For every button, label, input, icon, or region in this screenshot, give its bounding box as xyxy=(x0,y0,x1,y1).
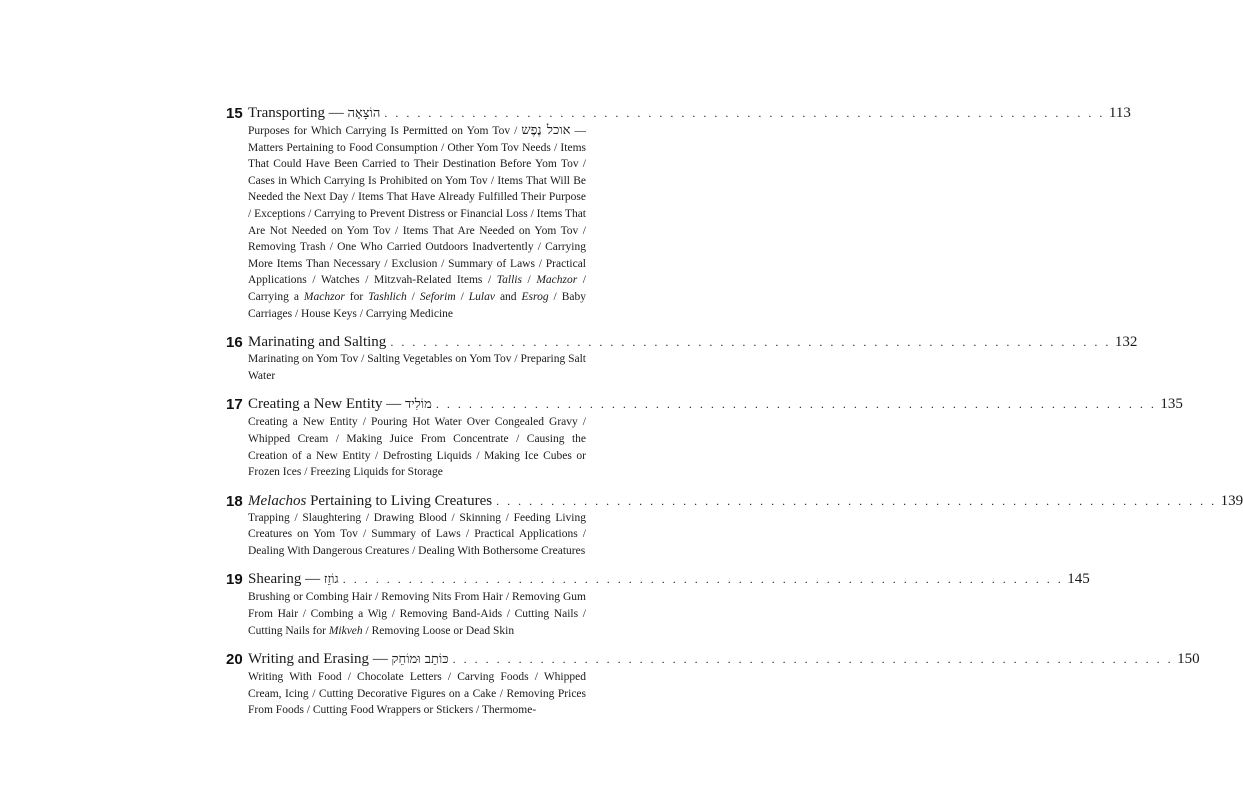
topic-text: / Removing Loose or Dead Skin xyxy=(362,624,515,637)
chapter-number: 15 xyxy=(226,105,243,122)
chapter-topics xyxy=(248,510,586,560)
italic-term: Seforim xyxy=(419,290,456,303)
chapter-hebrew-title: כּוֹתֵב וּמוֹחֵק xyxy=(391,652,449,668)
topic-text: / Baby Carriages / House Keys / Carrying Medicine xyxy=(248,290,586,320)
chapter-topics xyxy=(248,351,586,384)
topic-text: Trapping / Slaughtering / Drawing Blood / Skinning / Feeding Living Creatures on Yom Tov / Summary of Laws / Practical Applications / Dealing With Dangerous Creatures / Dealing With Bothersome Creatures xyxy=(248,511,586,557)
dot-leader: . . . . . . . . . . . . . . . . . . . . . . . . . . . . . . . . . . . . . . . . . . . . . . . . . . . . . . . . . . . . . . . . . . xyxy=(496,493,1217,508)
toc-entry xyxy=(226,492,1243,560)
toc-entry xyxy=(226,650,1200,719)
chapter-title-part: Pertaining to Living Creatures xyxy=(306,492,493,509)
page-number: 132 xyxy=(1114,334,1138,351)
italic-term: Machzor xyxy=(303,290,345,303)
chapter-title xyxy=(248,104,380,123)
chapter-heading xyxy=(248,650,1200,669)
chapter-title-text: Marinating and Salting xyxy=(248,334,387,351)
chapter-hebrew-title: גוֹזֵז xyxy=(323,572,339,588)
topic-text: Marinating on Yom Tov / Salting Vegetables on Yom Tov / Preparing Salt Water xyxy=(248,353,586,382)
chapter-number: 17 xyxy=(226,396,243,414)
topic-text: — Matters Pertaining to Food Consumption / Other Yom Tov Needs / Items That Could Have Been Carried to Their Destination Before Yom Tov / Cases in Which Carrying Is Prohibited on Yom Tov / Items That Will Be Needed the Next Day / Items That Have Already Fulfilled Their Purpose / Exceptions / Carrying to Prevent Distress or Financial Loss / Items That Are Not Needed on Yom Tov / Items That Are Needed on Yom Tov / Removing Trash / One Who Carried Outdoors Inadvertently / Carrying More Items Than Necessary / Exclusion / Summary of Laws / Practical Applications / Watches / Mitzvah-Related Items / xyxy=(248,125,587,287)
chapter-number: 19 xyxy=(226,571,243,589)
topic-text: / xyxy=(521,274,537,287)
chapter-hebrew-title: הוֹצָאָה xyxy=(347,106,381,121)
topic-text: and xyxy=(494,290,522,303)
chapter-topics xyxy=(248,123,586,322)
italic-term: Tashlich xyxy=(368,290,407,303)
italic-term: Lulav xyxy=(468,290,495,303)
topic-text: Writing With Food / Chocolate Letters / Carving Foods / Whipped Cream, Icing / Cutting Decorative Figures on a Cake / Removing Prices From Foods / Cutting Food Wrappers or Stickers / Thermome- xyxy=(248,671,586,717)
chapter-heading xyxy=(248,395,1183,414)
chapter-title-text: Writing and Erasing — xyxy=(248,651,388,668)
dot-leader: . . . . . . . . . . . . . . . . . . . . . . . . . . . . . . . . . . . . . . . . . . . . . . . . . . . . . . . . . . . . . . . . . . xyxy=(384,106,1105,120)
chapter-heading xyxy=(248,104,1131,123)
dot-leader: . . . . . . . . . . . . . . . . . . . . . . . . . . . . . . . . . . . . . . . . . . . . . . . . . . . . . . . . . . . . . . . . . . xyxy=(435,397,1157,412)
chapter-title xyxy=(248,333,386,351)
topic-text: Creating a New Entity / Pouring Hot Water Over Congealed Gravy / Whipped Cream / Making Juice From Concentrate / Causing the Creation of a New Entity / Defrosting Liquids / Making Ice Cubes or Frozen Ices / Freezing Liquids for Storage xyxy=(248,416,586,479)
chapter-hebrew-title: מוֹלִיד xyxy=(405,397,432,413)
chapter-number: 20 xyxy=(226,651,243,669)
chapter-number: 16 xyxy=(226,334,243,352)
dot-leader: . . . . . . . . . . . . . . . . . . . . . . . . . . . . . . . . . . . . . . . . . . . . . . . . . . . . . . . . . . . . . . . . . . xyxy=(390,335,1111,350)
hebrew-term: אוכל נֶפֶש xyxy=(521,123,571,138)
page-number: 113 xyxy=(1108,105,1131,121)
page-number: 139 xyxy=(1220,492,1243,509)
toc-entry xyxy=(226,570,1090,639)
italic-term: Esrog xyxy=(521,290,549,303)
italic-term: Mikveh xyxy=(328,624,363,637)
chapter-heading xyxy=(248,492,1243,510)
table-of-contents xyxy=(226,104,1243,730)
toc-entry xyxy=(226,104,1131,322)
chapter-title xyxy=(248,492,492,510)
page-number: 135 xyxy=(1160,396,1183,413)
chapter-title-text: Shearing — xyxy=(248,571,321,588)
topic-text: / xyxy=(455,290,469,303)
chapter-number: 18 xyxy=(226,492,243,510)
toc-entry xyxy=(226,395,1183,480)
toc-entry xyxy=(226,333,1138,384)
topic-text: Purposes for Which Carrying Is Permitted on Yom Tov / xyxy=(248,125,522,137)
chapter-topics xyxy=(248,669,586,719)
dot-leader: . . . . . . . . . . . . . . . . . . . . . . . . . . . . . . . . . . . . . . . . . . . . . . . . . . . . . . . . . . . . . . . . . . xyxy=(452,652,1174,667)
chapter-topics xyxy=(248,414,586,480)
chapter-title xyxy=(248,650,449,669)
chapter-title-text: Creating a New Entity — xyxy=(248,396,402,413)
chapter-topics xyxy=(248,589,586,639)
chapter-heading xyxy=(248,570,1090,589)
topic-text: Brushing or Combing Hair / Removing Nits From Hair / Removing Gum From Hair / Combing a Wig / Removing Band-Aids / Cutting Nails / Cutting Nails for xyxy=(248,591,586,637)
chapter-title xyxy=(248,395,432,414)
topic-text: / xyxy=(406,290,420,303)
italic-term: Machzor xyxy=(536,274,578,287)
chapter-title-part: Melachos xyxy=(248,492,307,509)
topic-text: / Carrying a xyxy=(248,274,587,303)
dot-leader: . . . . . . . . . . . . . . . . . . . . . . . . . . . . . . . . . . . . . . . . . . . . . . . . . . . . . . . . . . . . . . . . . . xyxy=(342,572,1064,587)
chapter-title-text: Transporting — xyxy=(248,105,344,121)
italic-term: Tallis xyxy=(496,274,522,287)
page-number: 150 xyxy=(1177,651,1200,668)
topic-text: for xyxy=(344,290,369,303)
chapter-title xyxy=(248,570,339,589)
page-number: 145 xyxy=(1067,571,1090,588)
chapter-heading xyxy=(248,333,1138,351)
